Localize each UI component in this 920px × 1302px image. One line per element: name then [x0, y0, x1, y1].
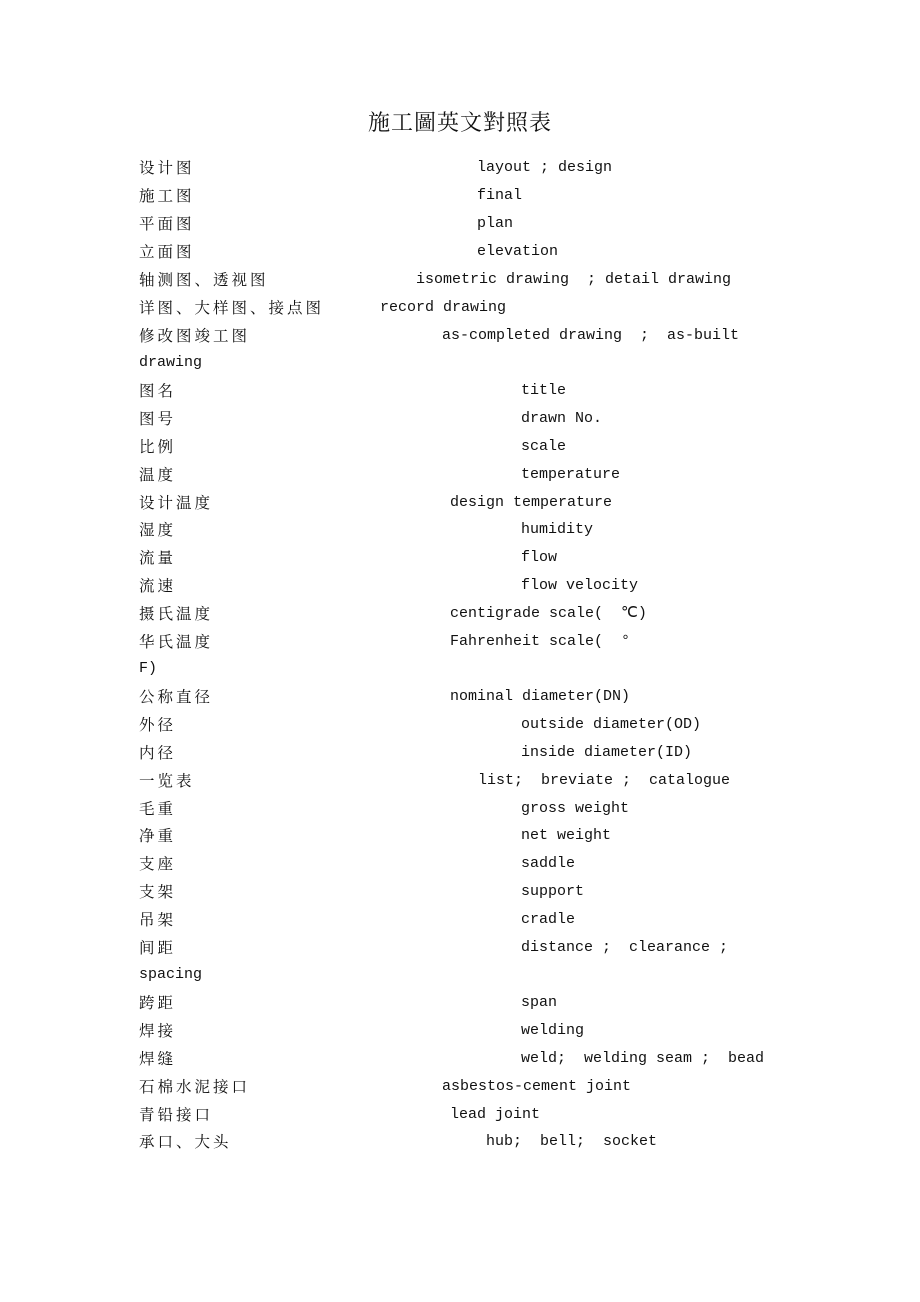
term-english: centigrade scale( ℃): [450, 605, 647, 622]
term-chinese: 温度: [139, 466, 177, 484]
term-english: span: [521, 994, 558, 1011]
term-english: design temperature: [450, 494, 613, 511]
term-chinese: 焊缝: [139, 1050, 177, 1068]
term-english: title: [521, 382, 567, 399]
term-chinese: 间距: [139, 939, 177, 957]
term-english: plan: [477, 215, 514, 232]
term-chinese: 详图、大样图、接点图: [139, 299, 325, 317]
term-chinese: 轴测图、透视图: [139, 271, 269, 289]
term-chinese: 湿度: [139, 521, 177, 539]
term-chinese: 一览表: [139, 772, 195, 790]
term-chinese: 图名: [139, 382, 177, 400]
term-english: isometric drawing ; detail drawing: [416, 271, 732, 288]
term-chinese: 平面图: [139, 215, 195, 233]
term-chinese: 焊接: [139, 1022, 177, 1040]
term-chinese: 施工图: [139, 187, 195, 205]
term-english: nominal diameter(DN): [450, 688, 631, 705]
term-chinese: 内径: [139, 744, 177, 762]
term-english: welding: [521, 1022, 585, 1039]
term-chinese: 摄氏温度: [139, 605, 214, 623]
term-chinese: 吊架: [139, 911, 177, 929]
term-chinese: 修改图竣工图: [139, 327, 251, 345]
term-chinese: 流速: [139, 577, 177, 595]
term-chinese: 图号: [139, 410, 177, 428]
page-title: 施工圖英文對照表: [367, 111, 552, 136]
term-chinese: 公称直径: [139, 688, 214, 706]
term-chinese: 承口、大头: [139, 1133, 232, 1151]
term-chinese: 毛重: [139, 800, 177, 818]
term-english: gross weight: [521, 800, 630, 817]
term-english: lead joint: [450, 1106, 541, 1123]
term-english: flow velocity: [521, 577, 639, 594]
term-english: asbestos-cement joint: [442, 1078, 632, 1095]
term-english: humidity: [521, 521, 594, 538]
term-chinese: 设计图: [139, 159, 195, 177]
term-english: Fahrenheit scale( °: [450, 633, 631, 650]
term-english-continuation: spacing: [139, 966, 203, 983]
term-chinese: 设计温度: [139, 494, 214, 512]
term-english: weld; welding seam ; bead: [521, 1050, 765, 1067]
term-english: distance ; clearance ;: [521, 939, 729, 956]
term-english: flow: [521, 549, 558, 566]
term-english: drawn No.: [521, 410, 603, 427]
term-english: hub; bell; socket: [486, 1133, 658, 1150]
term-english: cradle: [521, 911, 576, 928]
term-chinese: 石棉水泥接口: [139, 1078, 251, 1096]
term-chinese: 流量: [139, 549, 177, 567]
term-chinese: 净重: [139, 827, 177, 845]
term-english: outside diameter(OD): [521, 716, 702, 733]
term-chinese: 立面图: [139, 243, 195, 261]
term-english: final: [477, 187, 523, 204]
term-chinese: 支架: [139, 883, 177, 901]
term-english: inside diameter(ID): [521, 744, 693, 761]
term-english: as-completed drawing ; as-built: [442, 327, 740, 344]
term-english: net weight: [521, 827, 612, 844]
term-english: layout ; design: [477, 159, 613, 176]
term-english: record drawing: [380, 299, 507, 316]
term-english-continuation: F): [139, 660, 158, 677]
term-chinese: 支座: [139, 855, 177, 873]
term-chinese: 外径: [139, 716, 177, 734]
term-chinese: 青铅接口: [139, 1106, 214, 1124]
term-english: elevation: [477, 243, 559, 260]
term-english-continuation: drawing: [139, 354, 203, 371]
term-english: saddle: [521, 855, 576, 872]
term-english: temperature: [521, 466, 621, 483]
term-chinese: 华氏温度: [139, 633, 214, 651]
term-chinese: 跨距: [139, 994, 177, 1012]
term-english: support: [521, 883, 585, 900]
term-english: list; breviate ; catalogue: [478, 772, 731, 789]
term-chinese: 比例: [139, 438, 177, 456]
term-english: scale: [521, 438, 567, 455]
